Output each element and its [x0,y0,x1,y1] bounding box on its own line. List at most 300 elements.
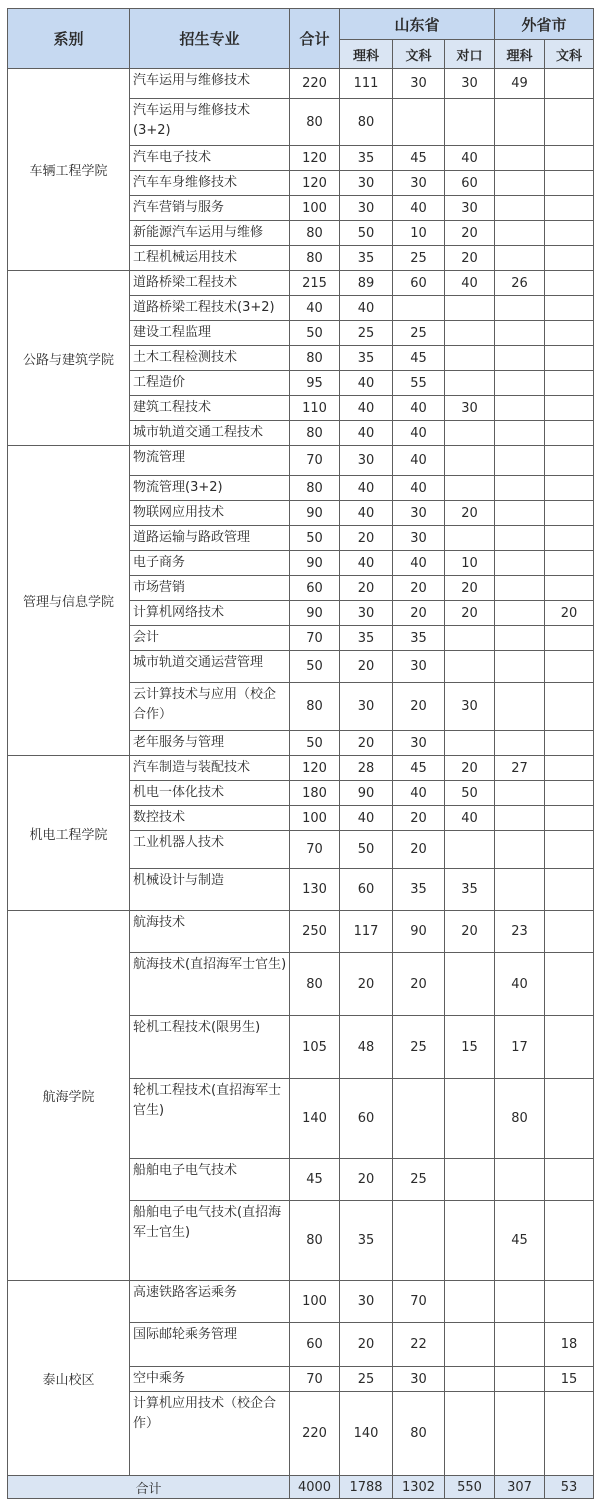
out-arts-cell: 15 [545,1367,594,1392]
out-science-cell [495,731,545,756]
out-arts-cell [545,953,594,1016]
out-science-cell [495,651,545,683]
header-total: 合计 [290,9,340,69]
sd-vocational-cell: 30 [445,683,495,731]
total-cell: 40 [290,296,340,321]
out-science-cell: 49 [495,69,545,99]
out-arts-cell [545,831,594,869]
sd-arts-cell: 40 [393,421,445,446]
sd-arts-cell: 20 [393,806,445,831]
out-arts-cell [545,806,594,831]
out-arts-cell [545,651,594,683]
total-cell: 180 [290,781,340,806]
total-cell: 250 [290,911,340,953]
major-cell: 道路桥梁工程技术 [130,271,290,296]
major-cell: 计算机应用技术（校企合作） [130,1392,290,1476]
total-cell: 105 [290,1016,340,1079]
total-cell: 90 [290,601,340,626]
out-arts-cell: 18 [545,1323,594,1367]
sd-vocational-cell [445,99,495,146]
out-science-cell [495,171,545,196]
major-cell: 物联网应用技术 [130,501,290,526]
sd-science-cell: 40 [340,371,393,396]
sd-vocational-cell [445,651,495,683]
total-cell: 70 [290,446,340,476]
sd-arts-cell: 40 [393,476,445,501]
major-cell: 汽车营销与服务 [130,196,290,221]
sd-science-cell: 50 [340,831,393,869]
major-cell: 船舶电子电气技术(直招海军士官生) [130,1201,290,1281]
out-science-cell: 27 [495,756,545,781]
sd-vocational-cell: 30 [445,396,495,421]
out-arts-cell: 20 [545,601,594,626]
sd-science-cell: 140 [340,1392,393,1476]
sd-science-cell: 30 [340,171,393,196]
out-science-cell [495,446,545,476]
sd-arts-cell: 30 [393,501,445,526]
total-cell: 120 [290,146,340,171]
total-cell: 120 [290,171,340,196]
out-science-cell [495,869,545,911]
total-cell: 50 [290,526,340,551]
out-arts-cell [545,869,594,911]
out-arts-cell [545,781,594,806]
major-cell: 道路桥梁工程技术(3+2) [130,296,290,321]
sd-vocational-cell [445,1159,495,1201]
total-cell: 60 [290,1323,340,1367]
major-cell: 城市轨道交通运营管理 [130,651,290,683]
out-science-cell [495,196,545,221]
sd-science-cell: 30 [340,683,393,731]
out-science-cell [495,1392,545,1476]
header-shandong: 山东省 [340,9,495,40]
sd-vocational-cell [445,831,495,869]
out-science-cell [495,246,545,271]
sd-arts-cell: 20 [393,576,445,601]
sd-vocational-cell [445,1392,495,1476]
major-cell: 国际邮轮乘务管理 [130,1323,290,1367]
out-arts-cell [545,501,594,526]
sd-arts-cell: 25 [393,246,445,271]
out-science-cell [495,601,545,626]
sd-arts-cell: 70 [393,1281,445,1323]
header-sub-vocational: 对口 [445,40,495,69]
sd-arts-cell: 20 [393,831,445,869]
header-dept: 系别 [8,9,130,69]
sd-vocational-cell [445,371,495,396]
major-cell: 城市轨道交通工程技术 [130,421,290,446]
out-science-cell [495,99,545,146]
major-cell: 土木工程检测技术 [130,346,290,371]
major-cell: 物流管理(3+2) [130,476,290,501]
header-row-main [8,9,594,40]
total-label: 合计 [8,1476,290,1499]
sd-vocational-cell [445,346,495,371]
total-cell: 80 [290,246,340,271]
major-cell: 会计 [130,626,290,651]
sd-arts-cell: 25 [393,1159,445,1201]
out-arts-cell [545,1016,594,1079]
out-science-cell [495,626,545,651]
major-cell: 计算机网络技术 [130,601,290,626]
sd-science-cell: 35 [340,1201,393,1281]
major-cell: 航海技术(直招海军士官生) [130,953,290,1016]
out-science-cell: 23 [495,911,545,953]
header-major: 招生专业 [130,9,290,69]
sd-vocational-cell [445,421,495,446]
sd-arts-cell: 40 [393,196,445,221]
sd-vocational-cell [445,1323,495,1367]
out-arts-cell [545,576,594,601]
sd-vocational-cell [445,526,495,551]
sd-science-cell: 40 [340,806,393,831]
sd-arts-cell: 45 [393,756,445,781]
total-value-cell: 307 [495,1476,545,1499]
major-cell: 汽车运用与维修技术 [130,69,290,99]
out-science-cell: 17 [495,1016,545,1079]
sd-arts-cell: 30 [393,171,445,196]
sd-arts-cell: 10 [393,221,445,246]
out-arts-cell [545,296,594,321]
sd-science-cell: 20 [340,1323,393,1367]
total-cell: 80 [290,346,340,371]
sd-science-cell: 30 [340,196,393,221]
out-arts-cell [545,756,594,781]
total-cell: 90 [290,501,340,526]
dept-cell: 泰山校区 [8,1281,130,1476]
total-cell: 50 [290,321,340,346]
table-row [8,271,594,296]
major-cell: 机械设计与制造 [130,869,290,911]
major-cell: 云计算技术与应用（校企合作） [130,683,290,731]
out-science-cell [495,1367,545,1392]
out-arts-cell [545,221,594,246]
out-arts-cell [545,196,594,221]
total-cell: 100 [290,1281,340,1323]
out-arts-cell [545,171,594,196]
major-cell: 轮机工程技术(直招海军士官生) [130,1079,290,1159]
total-cell: 80 [290,683,340,731]
major-cell: 机电一体化技术 [130,781,290,806]
out-arts-cell [545,246,594,271]
sd-arts-cell [393,99,445,146]
sd-vocational-cell [445,321,495,346]
sd-vocational-cell: 40 [445,146,495,171]
major-cell: 新能源汽车运用与维修 [130,221,290,246]
sd-vocational-cell: 20 [445,601,495,626]
sd-arts-cell: 35 [393,626,445,651]
sd-science-cell: 20 [340,651,393,683]
total-value-cell: 550 [445,1476,495,1499]
sd-science-cell: 35 [340,346,393,371]
header-sub-outside-science: 理科 [495,40,545,69]
sd-vocational-cell [445,1367,495,1392]
total-cell: 80 [290,476,340,501]
out-science-cell [495,576,545,601]
major-cell: 建筑工程技术 [130,396,290,421]
table-row [8,911,594,953]
out-science-cell [495,1323,545,1367]
total-cell: 80 [290,953,340,1016]
sd-arts-cell: 30 [393,69,445,99]
sd-vocational-cell: 15 [445,1016,495,1079]
total-cell: 80 [290,221,340,246]
sd-science-cell: 40 [340,551,393,576]
sd-vocational-cell [445,626,495,651]
header-sub-science: 理科 [340,40,393,69]
sd-science-cell: 25 [340,321,393,346]
out-arts-cell [545,446,594,476]
sd-science-cell: 20 [340,576,393,601]
major-cell: 航海技术 [130,911,290,953]
sd-vocational-cell: 20 [445,576,495,601]
total-cell: 220 [290,69,340,99]
sd-vocational-cell: 20 [445,911,495,953]
sd-arts-cell: 80 [393,1392,445,1476]
sd-arts-cell [393,296,445,321]
sd-science-cell: 35 [340,626,393,651]
out-science-cell [495,551,545,576]
sd-science-cell: 111 [340,69,393,99]
major-cell: 汽车制造与装配技术 [130,756,290,781]
sd-vocational-cell: 20 [445,756,495,781]
sd-science-cell: 90 [340,781,393,806]
out-science-cell [495,396,545,421]
total-cell: 215 [290,271,340,296]
major-cell: 电子商务 [130,551,290,576]
sd-science-cell: 40 [340,501,393,526]
sd-vocational-cell [445,1281,495,1323]
total-cell: 80 [290,1201,340,1281]
sd-science-cell: 48 [340,1016,393,1079]
out-arts-cell [545,1392,594,1476]
sd-arts-cell: 20 [393,601,445,626]
header-sub-outside-arts: 文科 [545,40,594,69]
out-science-cell [495,371,545,396]
sd-vocational-cell [445,1079,495,1159]
total-cell: 70 [290,626,340,651]
table-row [8,1281,594,1323]
sd-vocational-cell: 40 [445,271,495,296]
table-row [8,756,594,781]
out-science-cell [495,296,545,321]
sd-science-cell: 35 [340,246,393,271]
out-science-cell [495,781,545,806]
out-science-cell [495,526,545,551]
table-row [8,446,594,476]
total-cell: 90 [290,551,340,576]
out-arts-cell [545,346,594,371]
total-cell: 70 [290,831,340,869]
total-value-cell: 53 [545,1476,594,1499]
out-arts-cell [545,396,594,421]
total-cell: 80 [290,99,340,146]
out-arts-cell [545,99,594,146]
dept-cell: 管理与信息学院 [8,446,130,756]
sd-science-cell: 25 [340,1367,393,1392]
sd-vocational-cell: 20 [445,501,495,526]
dept-cell: 车辆工程学院 [8,69,130,271]
sd-science-cell: 30 [340,1281,393,1323]
sd-vocational-cell: 30 [445,196,495,221]
sd-vocational-cell: 40 [445,806,495,831]
sd-arts-cell: 40 [393,551,445,576]
sd-vocational-cell: 50 [445,781,495,806]
out-science-cell [495,1159,545,1201]
table-row [8,69,594,99]
out-arts-cell [545,526,594,551]
sd-science-cell: 89 [340,271,393,296]
sd-arts-cell: 45 [393,146,445,171]
out-science-cell [495,831,545,869]
dept-cell: 航海学院 [8,911,130,1281]
major-cell: 市场营销 [130,576,290,601]
out-science-cell [495,1281,545,1323]
sd-vocational-cell [445,446,495,476]
sd-arts-cell: 25 [393,1016,445,1079]
major-cell: 数控技术 [130,806,290,831]
out-science-cell [495,321,545,346]
out-arts-cell [545,476,594,501]
sd-arts-cell: 60 [393,271,445,296]
sd-science-cell: 80 [340,99,393,146]
sd-science-cell: 60 [340,1079,393,1159]
out-arts-cell [545,69,594,99]
sd-vocational-cell [445,731,495,756]
total-cell: 70 [290,1367,340,1392]
sd-science-cell: 20 [340,731,393,756]
major-cell: 工业机器人技术 [130,831,290,869]
major-cell: 汽车车身维修技术 [130,171,290,196]
out-science-cell [495,806,545,831]
out-science-cell [495,146,545,171]
out-arts-cell [545,731,594,756]
sd-science-cell: 50 [340,221,393,246]
sd-science-cell: 20 [340,526,393,551]
major-cell: 高速铁路客运乘务 [130,1281,290,1323]
total-cell: 100 [290,196,340,221]
total-cell: 120 [290,756,340,781]
total-value-cell: 1302 [393,1476,445,1499]
out-arts-cell [545,1281,594,1323]
out-science-cell [495,421,545,446]
sd-vocational-cell: 20 [445,246,495,271]
out-arts-cell [545,321,594,346]
sd-vocational-cell [445,1201,495,1281]
total-value-cell: 4000 [290,1476,340,1499]
sd-arts-cell: 40 [393,396,445,421]
major-cell: 汽车电子技术 [130,146,290,171]
out-science-cell [495,221,545,246]
sd-science-cell: 40 [340,421,393,446]
total-cell: 130 [290,869,340,911]
major-cell: 汽车运用与维修技术(3+2) [130,99,290,146]
major-cell: 船舶电子电气技术 [130,1159,290,1201]
out-arts-cell [545,146,594,171]
sd-arts-cell: 30 [393,731,445,756]
out-science-cell: 26 [495,271,545,296]
out-science-cell: 45 [495,1201,545,1281]
sd-arts-cell: 30 [393,1367,445,1392]
sd-science-cell: 40 [340,476,393,501]
sd-arts-cell [393,1201,445,1281]
out-arts-cell [545,551,594,576]
dept-cell: 机电工程学院 [8,756,130,911]
major-cell: 工程机械运用技术 [130,246,290,271]
total-cell: 110 [290,396,340,421]
sd-vocational-cell: 30 [445,69,495,99]
major-cell: 物流管理 [130,446,290,476]
sd-vocational-cell [445,296,495,321]
sd-vocational-cell: 20 [445,221,495,246]
sd-science-cell: 40 [340,396,393,421]
sd-arts-cell: 22 [393,1323,445,1367]
out-arts-cell [545,1159,594,1201]
sd-vocational-cell [445,953,495,1016]
sd-science-cell: 30 [340,601,393,626]
sd-vocational-cell: 60 [445,171,495,196]
sd-arts-cell: 90 [393,911,445,953]
sd-arts-cell: 40 [393,446,445,476]
major-cell: 轮机工程技术(限男生) [130,1016,290,1079]
sd-arts-cell: 55 [393,371,445,396]
major-cell: 建设工程监理 [130,321,290,346]
out-arts-cell [545,626,594,651]
out-arts-cell [545,271,594,296]
sd-arts-cell [393,1079,445,1159]
table-body [8,69,594,1499]
major-cell: 道路运输与路政管理 [130,526,290,551]
sd-arts-cell: 30 [393,526,445,551]
sd-arts-cell: 25 [393,321,445,346]
sd-vocational-cell: 10 [445,551,495,576]
sd-science-cell: 40 [340,296,393,321]
out-arts-cell [545,1079,594,1159]
total-cell: 220 [290,1392,340,1476]
header-sub-arts: 文科 [393,40,445,69]
enrollment-plan-table [7,8,594,1499]
header-outside: 外省市 [495,9,594,40]
major-cell: 空中乘务 [130,1367,290,1392]
sd-arts-cell: 45 [393,346,445,371]
out-arts-cell [545,421,594,446]
sd-science-cell: 35 [340,146,393,171]
sd-vocational-cell: 35 [445,869,495,911]
dept-cell: 公路与建筑学院 [8,271,130,446]
out-science-cell [495,476,545,501]
out-science-cell: 80 [495,1079,545,1159]
total-cell: 45 [290,1159,340,1201]
total-cell: 60 [290,576,340,601]
out-science-cell [495,346,545,371]
out-arts-cell [545,683,594,731]
out-science-cell: 40 [495,953,545,1016]
major-cell: 工程造价 [130,371,290,396]
total-cell: 140 [290,1079,340,1159]
sd-arts-cell: 35 [393,869,445,911]
out-arts-cell [545,911,594,953]
total-cell: 50 [290,731,340,756]
sd-arts-cell: 20 [393,683,445,731]
out-science-cell [495,683,545,731]
sd-science-cell: 28 [340,756,393,781]
sd-arts-cell: 40 [393,781,445,806]
sd-science-cell: 20 [340,1159,393,1201]
total-cell: 80 [290,421,340,446]
out-arts-cell [545,371,594,396]
sd-arts-cell: 30 [393,651,445,683]
total-row [8,1476,594,1499]
